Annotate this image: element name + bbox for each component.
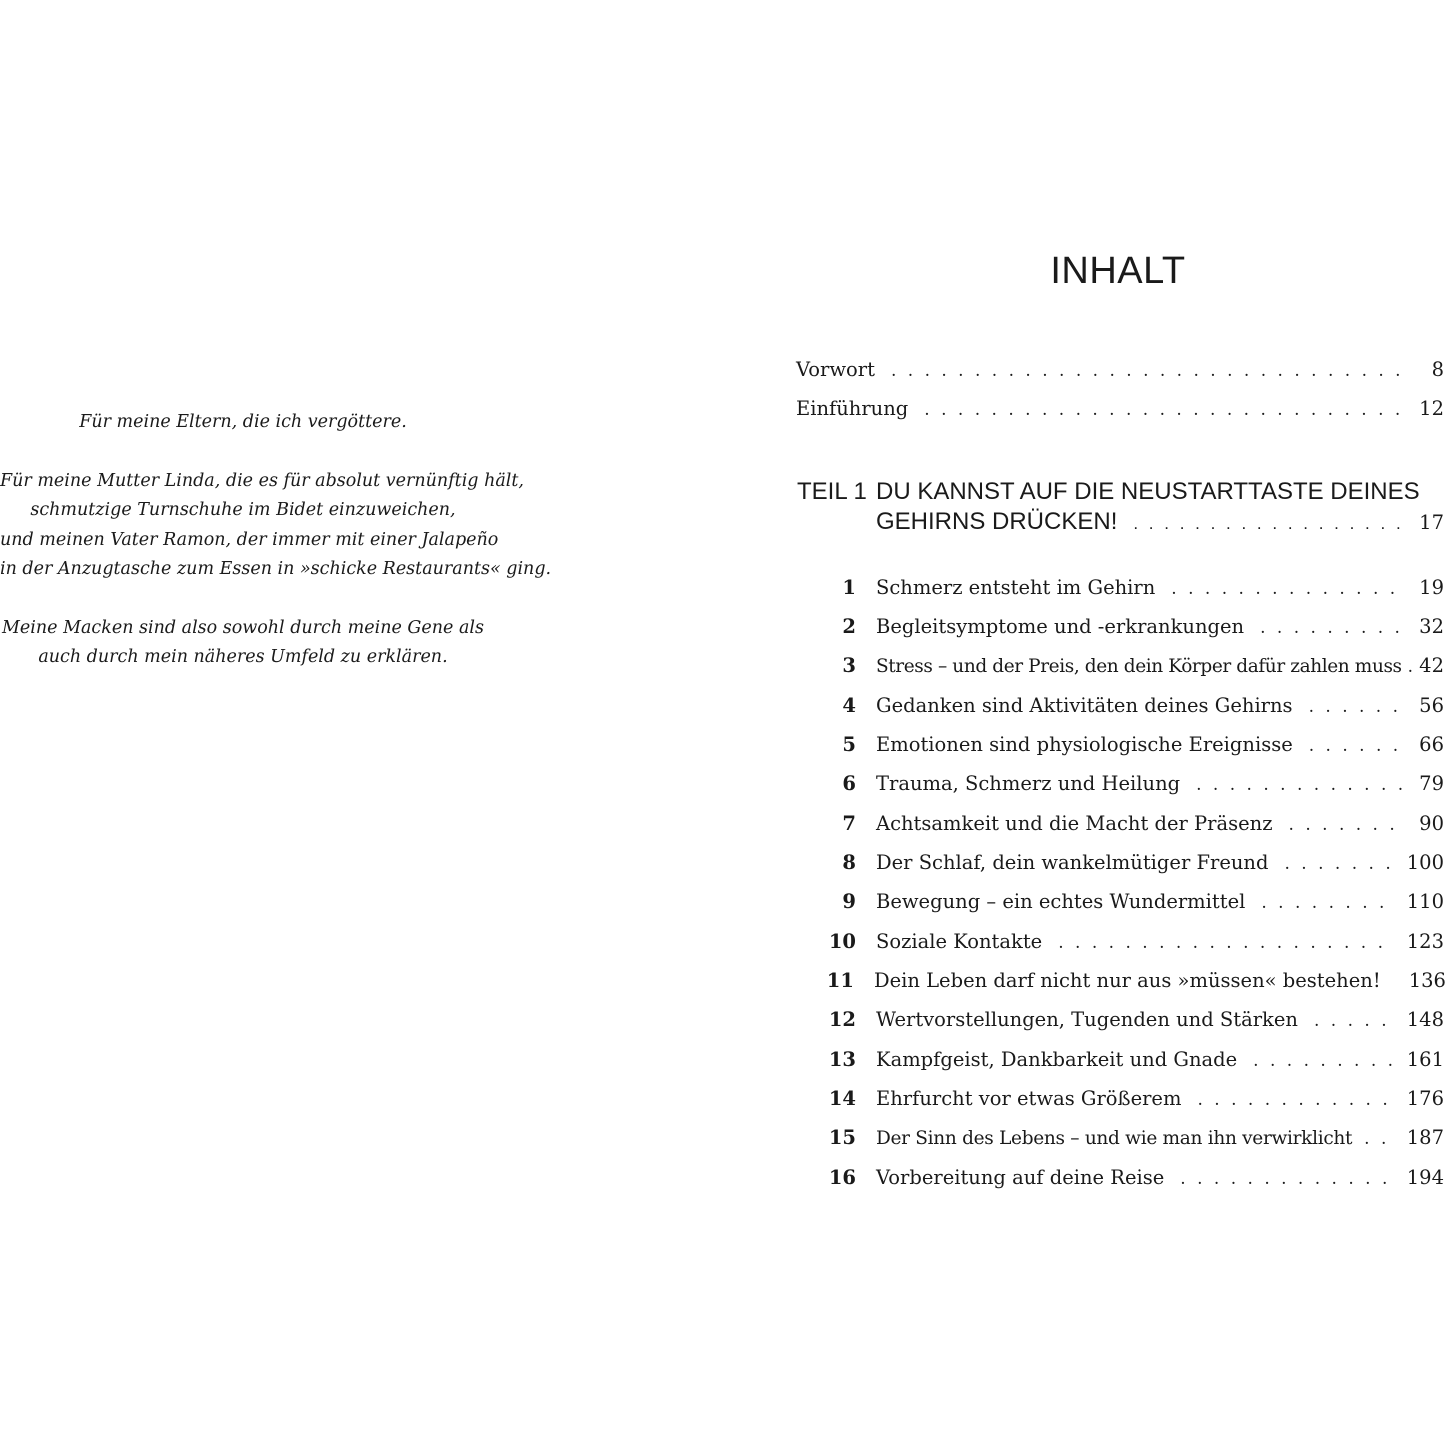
chapter-title: Ehrfurcht vor etwas Größerem bbox=[876, 1087, 1182, 1110]
dot-leader bbox=[1253, 1051, 1395, 1071]
chapter-number: 1 bbox=[842, 576, 856, 599]
toc-chapter[interactable] bbox=[816, 969, 1444, 992]
chapter-title: Der Sinn des Lebens – und wie man ihn verwirklicht bbox=[876, 1128, 1353, 1149]
chapter-page: 90 bbox=[1419, 812, 1444, 835]
chapter-number: 6 bbox=[842, 772, 856, 795]
dot-leader bbox=[1284, 854, 1394, 874]
toc-chapter[interactable] bbox=[816, 812, 1444, 835]
dedication-line: in der Anzugtasche zum Essen in »schicke Restaurants« ging. bbox=[0, 559, 552, 579]
toc-chapter[interactable] bbox=[816, 733, 1444, 756]
toc-entry-page: 12 bbox=[1419, 397, 1444, 420]
chapter-number: 9 bbox=[842, 890, 856, 913]
chapter-title: Soziale Kontakte bbox=[876, 930, 1043, 953]
chapter-page: 194 bbox=[1406, 1166, 1444, 1189]
dot-leader bbox=[1314, 1011, 1395, 1031]
toc-chapter[interactable] bbox=[816, 772, 1444, 795]
chapter-page: 161 bbox=[1406, 1048, 1444, 1071]
chapter-number: 10 bbox=[828, 930, 856, 953]
dot-leader bbox=[1408, 657, 1414, 677]
dedication-line: schmutzige Turnschuhe im Bidet einzuweichen, bbox=[30, 500, 456, 520]
toc-chapter[interactable] bbox=[816, 1126, 1444, 1149]
dot-leader bbox=[1260, 618, 1407, 638]
dot-leader bbox=[1058, 933, 1395, 953]
dedication-paragraph-2 bbox=[0, 467, 552, 585]
dot-leader bbox=[1261, 893, 1394, 913]
chapter-title: Wertvorstellungen, Tugenden und Stärken bbox=[876, 1008, 1298, 1031]
dedication-paragraph-3 bbox=[0, 614, 486, 673]
dot-leader bbox=[1309, 697, 1408, 717]
toc-chapter[interactable] bbox=[816, 1008, 1444, 1031]
dedication-line: Meine Macken sind also sowohl durch meine Gene als bbox=[2, 617, 484, 638]
toc-entry-page: 17 bbox=[1419, 511, 1444, 534]
chapter-page: 100 bbox=[1406, 851, 1444, 874]
chapter-title: Trauma, Schmerz und Heilung bbox=[876, 772, 1181, 795]
part-label: TEIL 1 bbox=[797, 478, 867, 505]
dot-leader bbox=[924, 400, 1407, 420]
dedication-line: auch durch mein näheres Umfeld zu erklären. bbox=[38, 647, 448, 667]
chapter-title: Begleitsymptome und -erkrankungen bbox=[876, 615, 1245, 638]
chapter-title: Achtsamkeit und die Macht der Präsenz bbox=[876, 812, 1273, 835]
toc-chapter[interactable] bbox=[816, 930, 1444, 953]
chapter-page: 110 bbox=[1406, 890, 1444, 913]
chapter-page: 123 bbox=[1406, 930, 1444, 953]
toc-chapter[interactable] bbox=[816, 890, 1444, 913]
chapter-title: Emotionen sind physiologische Ereignisse bbox=[876, 733, 1293, 756]
dot-leader bbox=[891, 361, 1408, 381]
chapter-page: 66 bbox=[1419, 733, 1444, 756]
chapter-number: 13 bbox=[828, 1048, 856, 1071]
chapter-page: 176 bbox=[1406, 1087, 1444, 1110]
toc-title: INHALT bbox=[1050, 250, 1186, 292]
dedication-line: Für meine Eltern, die ich vergöttere. bbox=[79, 412, 407, 432]
chapter-page: 32 bbox=[1419, 615, 1444, 638]
dot-leader bbox=[1133, 514, 1407, 534]
chapter-number: 16 bbox=[828, 1166, 856, 1189]
chapter-page: 148 bbox=[1406, 1008, 1444, 1031]
chapter-number: 7 bbox=[842, 812, 856, 835]
chapter-title: Der Schlaf, dein wankelmütiger Freund bbox=[876, 851, 1269, 874]
chapter-number: 14 bbox=[828, 1087, 856, 1110]
toc-chapter[interactable] bbox=[816, 1166, 1444, 1189]
chapter-title: Kampfgeist, Dankbarkeit und Gnade bbox=[876, 1048, 1238, 1071]
dedication-paragraph-1 bbox=[0, 408, 486, 438]
dot-leader bbox=[1171, 579, 1407, 599]
chapter-number: 12 bbox=[828, 1008, 856, 1031]
dot-leader bbox=[1289, 815, 1408, 835]
chapter-title: Dein Leben darf nicht nur aus »müssen« bestehen! bbox=[873, 969, 1381, 992]
chapter-title: Gedanken sind Aktivitäten deines Gehirns bbox=[876, 694, 1293, 717]
toc-chapter[interactable] bbox=[816, 694, 1444, 717]
toc-entry-einfuehrung[interactable] bbox=[796, 397, 1444, 420]
toc-entry-title: Einführung bbox=[796, 397, 909, 420]
toc-entry-vorwort[interactable] bbox=[796, 358, 1444, 381]
chapter-number: 2 bbox=[842, 615, 856, 638]
toc-chapter[interactable] bbox=[816, 851, 1444, 874]
toc-chapter[interactable] bbox=[816, 576, 1444, 599]
chapter-page: 79 bbox=[1419, 772, 1444, 795]
part-title-line2: GEHIRNS DRÜCKEN! bbox=[876, 508, 1118, 535]
part-title-line1[interactable]: DU KANNST AUF DIE NEUSTARTTASTE DEINES bbox=[876, 478, 1420, 505]
chapter-number: 11 bbox=[826, 969, 854, 992]
chapter-page: 56 bbox=[1419, 694, 1444, 717]
chapter-number: 4 bbox=[842, 694, 856, 717]
toc-entry-title: Vorwort bbox=[796, 358, 875, 381]
chapter-page: 19 bbox=[1419, 576, 1444, 599]
chapter-title: Stress – und der Preis, den dein Körper dafür zahlen muss bbox=[876, 656, 1402, 677]
chapter-number: 8 bbox=[842, 851, 856, 874]
chapter-title: Bewegung – ein echtes Wundermittel bbox=[876, 890, 1246, 913]
chapter-number: 3 bbox=[842, 654, 856, 677]
toc-chapter[interactable] bbox=[816, 1048, 1444, 1071]
toc-chapter[interactable] bbox=[816, 654, 1444, 677]
dedication-line: Für meine Mutter Linda, die es für absolut vernünftig hält, bbox=[0, 470, 524, 491]
chapter-page: 136 bbox=[1408, 969, 1446, 992]
toc-entry-page: 8 bbox=[1431, 358, 1444, 381]
dot-leader bbox=[1180, 1169, 1394, 1189]
toc-entry-part-1[interactable] bbox=[876, 508, 1444, 536]
chapter-number: 5 bbox=[842, 733, 856, 756]
dedication-line: und meinen Vater Ramon, der immer mit einer Jalapeño bbox=[0, 529, 499, 550]
chapter-number: 15 bbox=[828, 1126, 856, 1149]
chapter-title: Vorbereitung auf deine Reise bbox=[876, 1166, 1165, 1189]
dot-leader bbox=[1196, 775, 1407, 795]
dot-leader bbox=[1364, 1129, 1395, 1149]
chapter-title: Schmerz entsteht im Gehirn bbox=[876, 576, 1156, 599]
toc-chapter[interactable] bbox=[816, 1087, 1444, 1110]
dot-leader bbox=[1197, 1090, 1394, 1110]
chapter-page: 42 bbox=[1419, 654, 1444, 677]
dot-leader bbox=[1309, 736, 1407, 756]
chapter-page: 187 bbox=[1406, 1126, 1444, 1149]
toc-chapter[interactable] bbox=[816, 615, 1444, 638]
dedication bbox=[0, 408, 552, 702]
